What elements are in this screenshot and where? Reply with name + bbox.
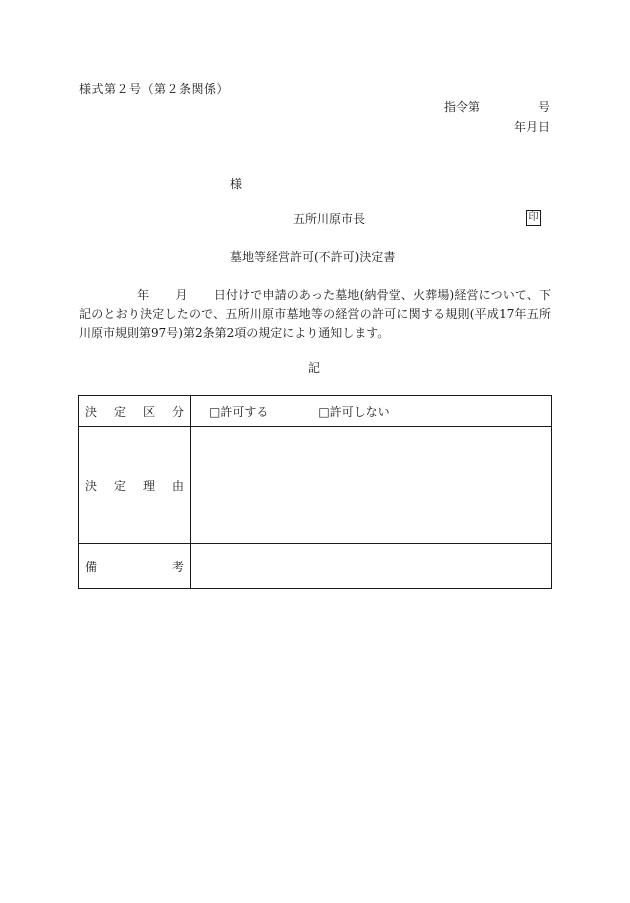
reference-number-line — [444, 100, 550, 114]
reference-suffix: 号 — [537, 100, 550, 114]
date-year: 年 — [513, 120, 526, 134]
date-month: 月 — [525, 120, 538, 134]
decision-table — [78, 395, 552, 589]
date-day: 日 — [537, 120, 550, 134]
permit-checkbox[interactable]: □許可する — [209, 404, 269, 419]
issue-date-line — [514, 120, 550, 134]
decision-type-options — [191, 396, 552, 427]
issuer-title: 五所川原市長 — [293, 212, 366, 226]
remarks-row — [79, 544, 552, 589]
reference-prefix: 指令第 — [443, 100, 480, 114]
body-year: 年 — [137, 288, 150, 302]
seal-mark: 印 — [526, 210, 541, 226]
body-text: 日付けで申請のあった墓地(納骨堂、火葬場)経営について、下記のとおり決定したので、五所川原市墓地等の経営の許可に関する規則(平成17年五所川原市規則第97号)第2条第2項の規定により通知します。 — [79, 288, 551, 340]
notice-body — [79, 286, 551, 343]
remarks-field[interactable] — [191, 544, 552, 589]
decision-type-row — [79, 396, 552, 427]
decision-reason-row — [79, 427, 552, 544]
document-title: 墓地等経営許可(不許可)決定書 — [230, 250, 396, 264]
decision-reason-label: 決 定 理 由 — [79, 427, 191, 544]
form-number: 様式第２号（第２条関係） — [79, 82, 230, 96]
body-month: 月 — [175, 288, 188, 302]
addressee-honorific: 様 — [230, 177, 243, 191]
deny-checkbox[interactable]: □許可しない — [318, 404, 390, 419]
decision-reason-field[interactable] — [191, 427, 552, 544]
remarks-label: 備 考 — [79, 544, 191, 589]
decision-type-label: 決 定 区 分 — [79, 396, 191, 427]
ki-heading: 記 — [308, 361, 321, 375]
